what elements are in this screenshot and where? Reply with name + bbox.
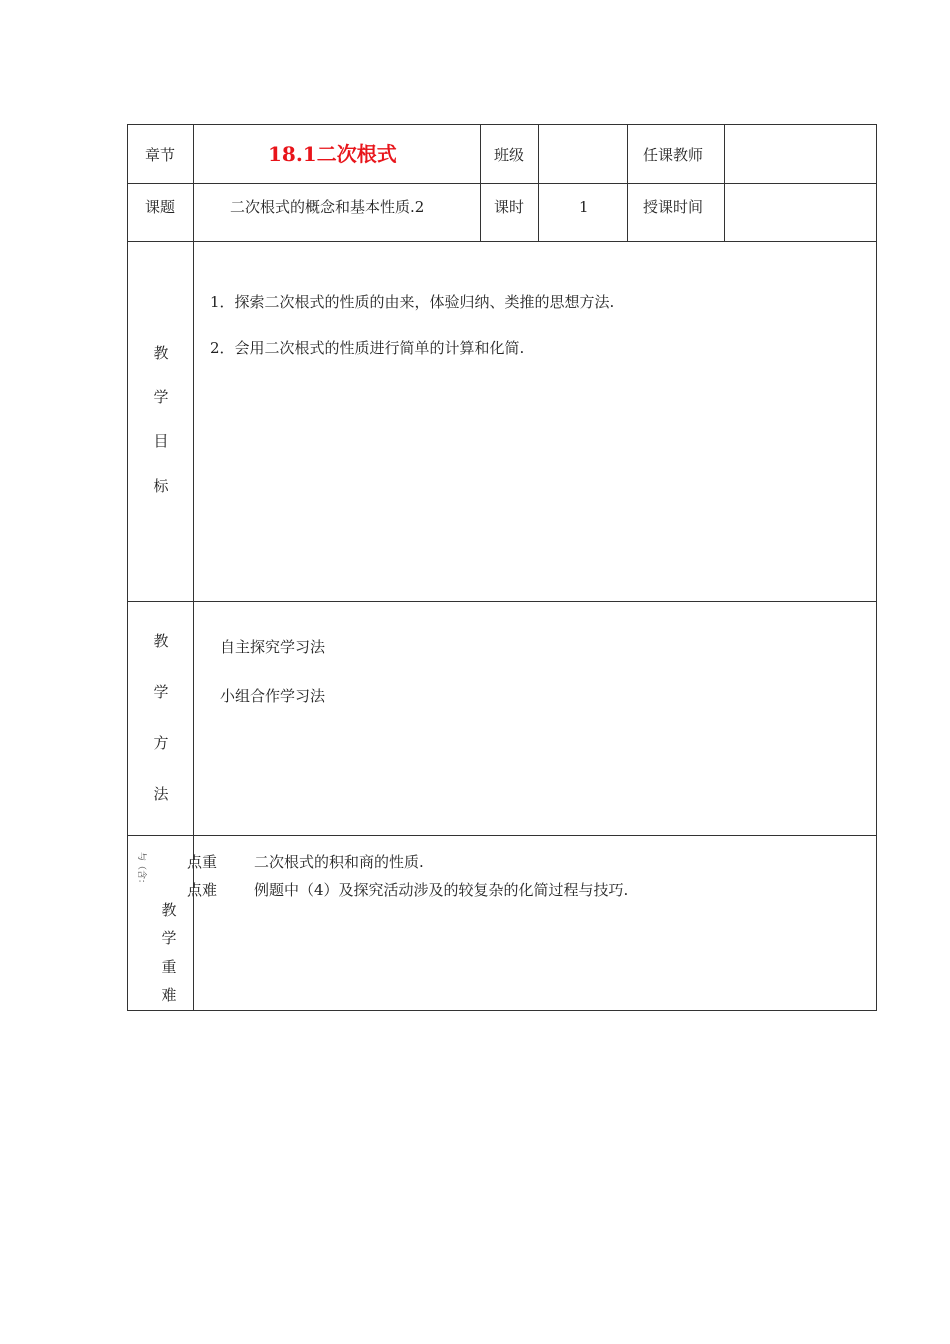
difficult-point: 例题中（4）及探究活动涉及的较复杂的化简过程与技巧. <box>254 881 629 899</box>
label-column-divider <box>193 124 194 1011</box>
row-divider-3 <box>127 601 877 602</box>
methods-label-char: 学 <box>153 683 169 701</box>
chapter-title: 18.1二次根式 <box>268 142 397 166</box>
table-border-right <box>876 124 877 1011</box>
table-border-bottom <box>127 1010 877 1011</box>
topic-value: 二次根式的概念和基本性质.2 <box>230 198 425 216</box>
hours-value: 1 <box>579 198 589 216</box>
method-item: 自主探究学习法 <box>220 638 326 656</box>
goals-label-char: 目 <box>153 432 169 450</box>
class-label: 班级 <box>494 146 525 164</box>
method-item: 小组合作学习法 <box>220 687 326 705</box>
keypoints-label-char: 学 <box>161 929 177 947</box>
keypoints-label-char: 难 <box>161 986 177 1004</box>
time-label: 授课时间 <box>643 198 704 216</box>
row-divider-1 <box>127 183 877 184</box>
goals-label-char: 教 <box>153 344 169 362</box>
methods-label-char: 法 <box>153 785 169 803</box>
key-label-fragment: 点重 <box>187 853 218 871</box>
column-divider-4 <box>627 124 628 242</box>
chapter-label: 章节 <box>145 146 176 164</box>
column-divider-5 <box>724 124 725 242</box>
column-divider-2 <box>480 124 481 242</box>
table-border-left <box>127 124 128 1011</box>
teacher-label: 任课教师 <box>643 146 704 164</box>
table-border-top <box>127 124 877 125</box>
methods-label-char: 方 <box>153 734 169 752</box>
keypoints-label-char: 重 <box>161 958 177 976</box>
goal-item: 1．探索二次根式的性质的由来，体验归纳、类推的思想方法. <box>210 293 615 311</box>
goals-label-char: 标 <box>153 477 169 495</box>
topic-label: 课题 <box>145 198 176 216</box>
methods-label-char: 教 <box>153 632 169 650</box>
hours-label: 课时 <box>494 198 525 216</box>
column-divider-3 <box>538 124 539 242</box>
important-point: 二次根式的积和商的性质. <box>254 853 424 871</box>
row-divider-2 <box>127 241 877 242</box>
keypoints-label-char: 教 <box>161 901 177 919</box>
goals-label-char: 学 <box>153 388 169 406</box>
difficult-label-fragment: 点难 <box>187 881 218 899</box>
rotated-label-fragment: 与（含： <box>136 852 146 889</box>
row-divider-4 <box>127 835 877 836</box>
goal-item: 2．会用二次根式的性质进行简单的计算和化简. <box>210 339 525 357</box>
